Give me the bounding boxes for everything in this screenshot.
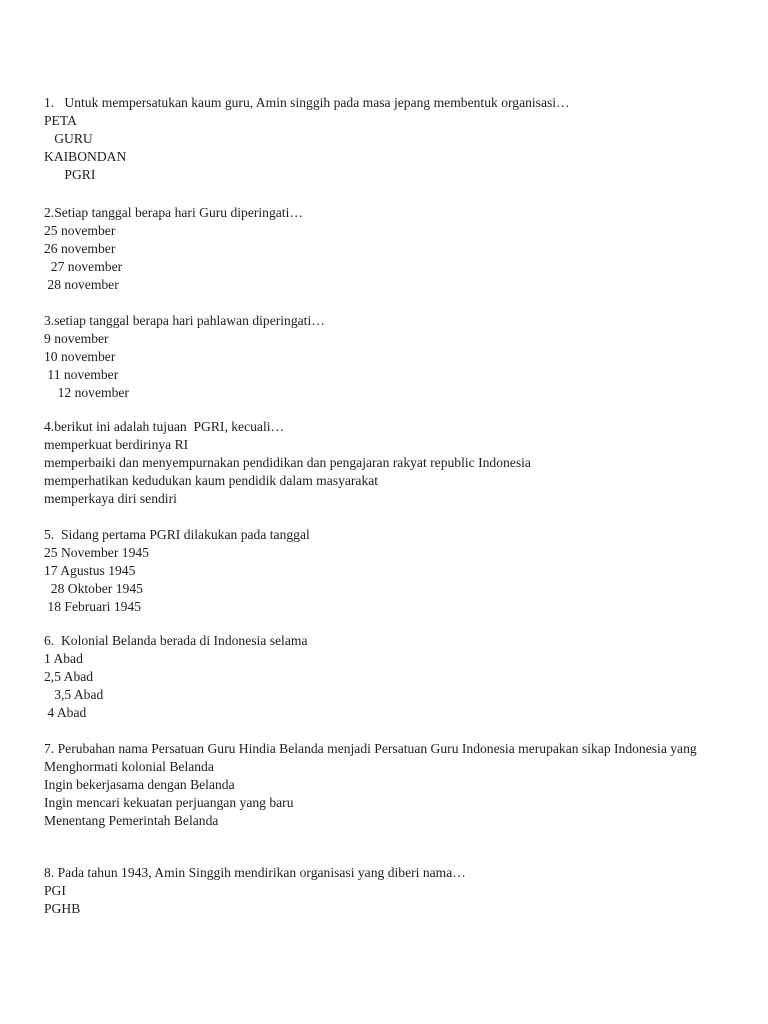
answer-option: 9 november [44, 331, 109, 346]
answer-option: 17 Agustus 1945 [44, 563, 136, 578]
question-2 [44, 204, 744, 294]
answer-option: 11 november [44, 367, 119, 382]
answer-option: 12 november [44, 385, 129, 400]
answer-option: PGHB [44, 901, 81, 916]
question-text: 5. Sidang pertama PGRI dilakukan pada tanggal [44, 527, 310, 542]
answer-option: PGRI [44, 167, 96, 182]
answer-option: 26 november [44, 241, 116, 256]
answer-option: memperkuat berdirinya RI [44, 437, 189, 452]
answer-option: GURU [44, 131, 93, 146]
answer-option: PETA [44, 113, 77, 128]
question-7 [44, 740, 744, 830]
answer-option: Ingin mencari kekuatan perjuangan yang baru [44, 795, 294, 810]
question-text: 4.berikut ini adalah tujuan PGRI, kecuali… [44, 419, 285, 434]
answer-option: memperkaya diri sendiri [44, 491, 177, 506]
question-text: 2.Setiap tanggal berapa hari Guru diperingati… [44, 205, 303, 220]
answer-option: Ingin bekerjasama dengan Belanda [44, 777, 235, 792]
answer-option: 25 november [44, 223, 116, 238]
answer-option: 1 Abad [44, 651, 83, 666]
answer-option: 18 Februari 1945 [44, 599, 142, 614]
question-text: 8. Pada tahun 1943, Amin Singgih mendirikan organisasi yang diberi nama… [44, 865, 466, 880]
question-3 [44, 312, 744, 402]
question-6 [44, 632, 744, 722]
answer-option: PGI [44, 883, 66, 898]
question-text: 3.setiap tanggal berapa hari pahlawan diperingati… [44, 313, 325, 328]
answer-option: 4 Abad [44, 705, 87, 720]
answer-option: 3,5 Abad [44, 687, 104, 702]
answer-option: KAIBONDAN [44, 149, 127, 164]
answer-option: Menghormati kolonial Belanda [44, 759, 214, 774]
answer-option: 28 november [44, 277, 119, 292]
question-1 [44, 94, 744, 184]
question-8 [44, 864, 744, 918]
answer-option: 10 november [44, 349, 116, 364]
answer-option: Menentang Pemerintah Belanda [44, 813, 219, 828]
question-4 [44, 418, 744, 508]
answer-option: 28 Oktober 1945 [44, 581, 143, 596]
answer-option: 25 November 1945 [44, 545, 149, 560]
question-text: 1. Untuk mempersatukan kaum guru, Amin singgih pada masa jepang membentuk organisasi… [44, 95, 570, 110]
question-5 [44, 526, 744, 616]
answer-option: 2,5 Abad [44, 669, 94, 684]
answer-option: 27 november [44, 259, 123, 274]
question-text: 6. Kolonial Belanda berada di Indonesia selama [44, 633, 308, 648]
answer-option: memperbaiki dan menyempurnakan pendidikan dan pengajaran rakyat republic Indonesia [44, 455, 531, 470]
question-text: 7. Perubahan nama Persatuan Guru Hindia Belanda menjadi Persatuan Guru Indonesia merupakan sikap Indonesia yang [44, 741, 697, 756]
answer-option: memperhatikan kedudukan kaum pendidik dalam masyarakat [44, 473, 379, 488]
